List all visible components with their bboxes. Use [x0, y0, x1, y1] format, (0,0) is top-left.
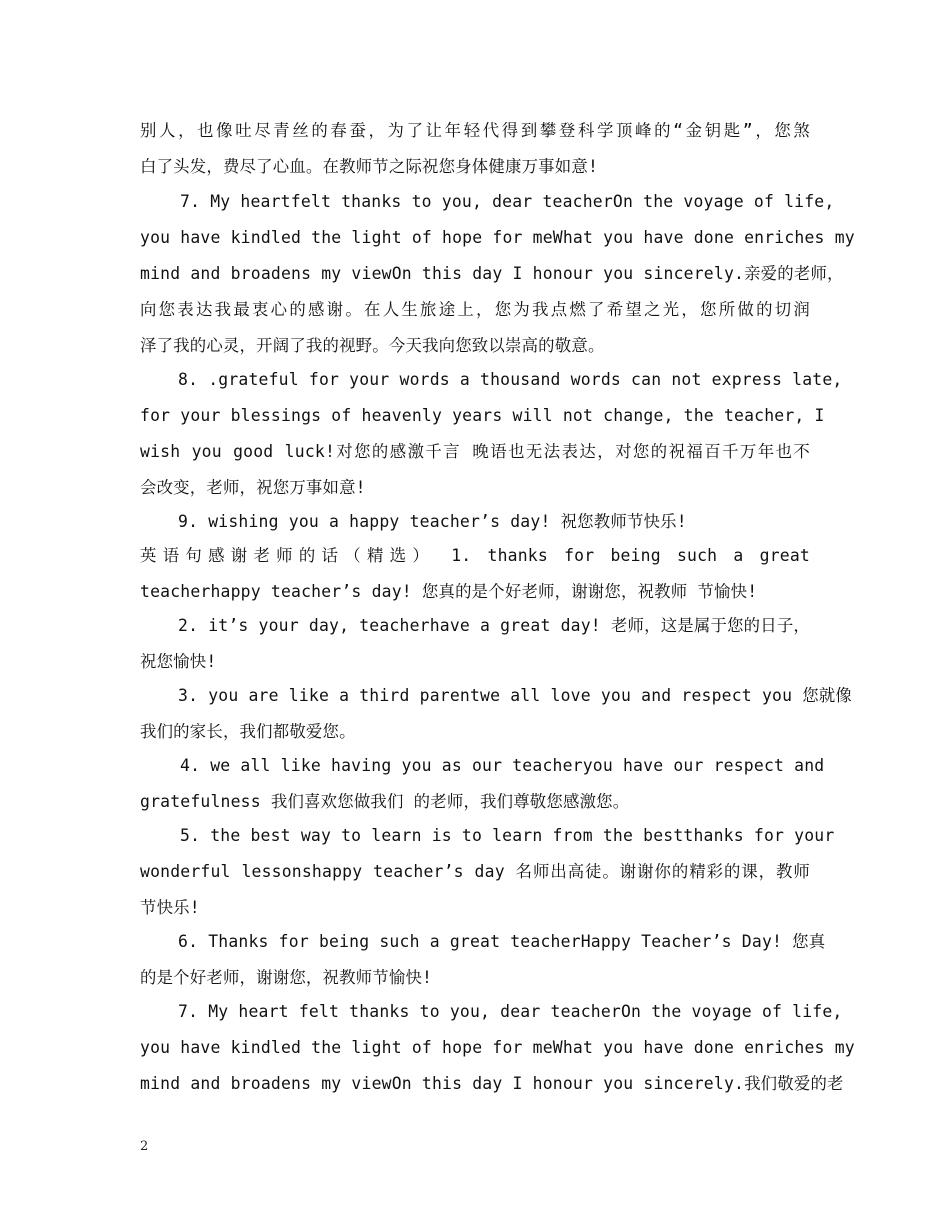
text-line: 祝您愉快! [140, 652, 217, 671]
text-line: mind and broadens my viewOn this day I honour you sincerely.亲爱的老师， [140, 264, 844, 283]
text-line: 2. it’s your day, teacherhave a great day! 老师，这是属于您的日子， [178, 616, 811, 635]
text-line: you have kindled the light of hope for meWhat you have done enriches my [140, 1038, 855, 1057]
text-line: 4. we all like having you as our teacheryou have our respect and [180, 756, 825, 775]
text-line: 泽了我的心灵，开阔了我的视野。今天我向您致以崇高的敬意。 [140, 336, 605, 355]
text-line: for your blessings of heavenly years will not change, the teacher, I [140, 406, 825, 425]
text-line: wonderful lessonshappy teacher’s day 名师出高徒。谢谢你的精彩的课，教师 [140, 862, 810, 881]
text-line: you have kindled the light of hope for meWhat you have done enriches my [140, 228, 855, 247]
text-line: 7. My heartfelt thanks to you, dear teacherOn the voyage of life, [180, 192, 835, 211]
page-number: 2 [140, 1139, 149, 1154]
text-line: 别人，也像吐尽青丝的春蚕，为了让年轻代得到攀登科学顶峰的“金钥匙”，您煞 [140, 121, 810, 140]
text-line: 英语句感谢老师的话（精选） 1. thanks for being such a great [140, 546, 810, 565]
text-line: 白了头发，费尽了心血。在教师节之际祝您身体健康万事如意! [140, 157, 599, 176]
text-line: wish you good luck!对您的感激千言 晚语也无法表达，对您的祝福百千万年也不 [140, 442, 810, 461]
text-line: gratefulness 我们喜欢您做我们 的老师，我们尊敬您感激您。 [140, 792, 630, 811]
text-line: 向您表达我最衷心的感谢。在人生旅途上，您为我点燃了希望之光，您所做的切润 [140, 300, 810, 319]
text-line: teacherhappy teacher’s day! 您真的是个好老师，谢谢您，祝教师 节愉快! [140, 582, 758, 601]
text-line: 节快乐! [140, 898, 200, 917]
text-line: 8. .grateful for your words a thousand words can not express late, [178, 370, 843, 389]
text-line: 5. the best way to learn is to learn from the bestthanks for your [180, 826, 835, 845]
text-line: 6. Thanks for being such a great teacherHappy Teacher’s Day! 您真 [178, 932, 826, 951]
text-line: 的是个好老师，谢谢您，祝教师节愉快! [140, 968, 433, 987]
text-line: 3. you are like a third parentwe all love you and respect you 您就像 [178, 686, 852, 705]
text-line: 9. wishing you a happy teacher’s day! 祝您教师节快乐! [178, 512, 687, 531]
text-line: 我们的家长，我们都敬爱您。 [140, 722, 356, 741]
text-line: 会改变，老师，祝您万事如意! [140, 478, 366, 497]
text-line: mind and broadens my viewOn this day I honour you sincerely.我们敬爱的老 [140, 1074, 844, 1093]
text-line: 7. My heart felt thanks to you, dear teacherOn the voyage of life, [178, 1002, 843, 1021]
